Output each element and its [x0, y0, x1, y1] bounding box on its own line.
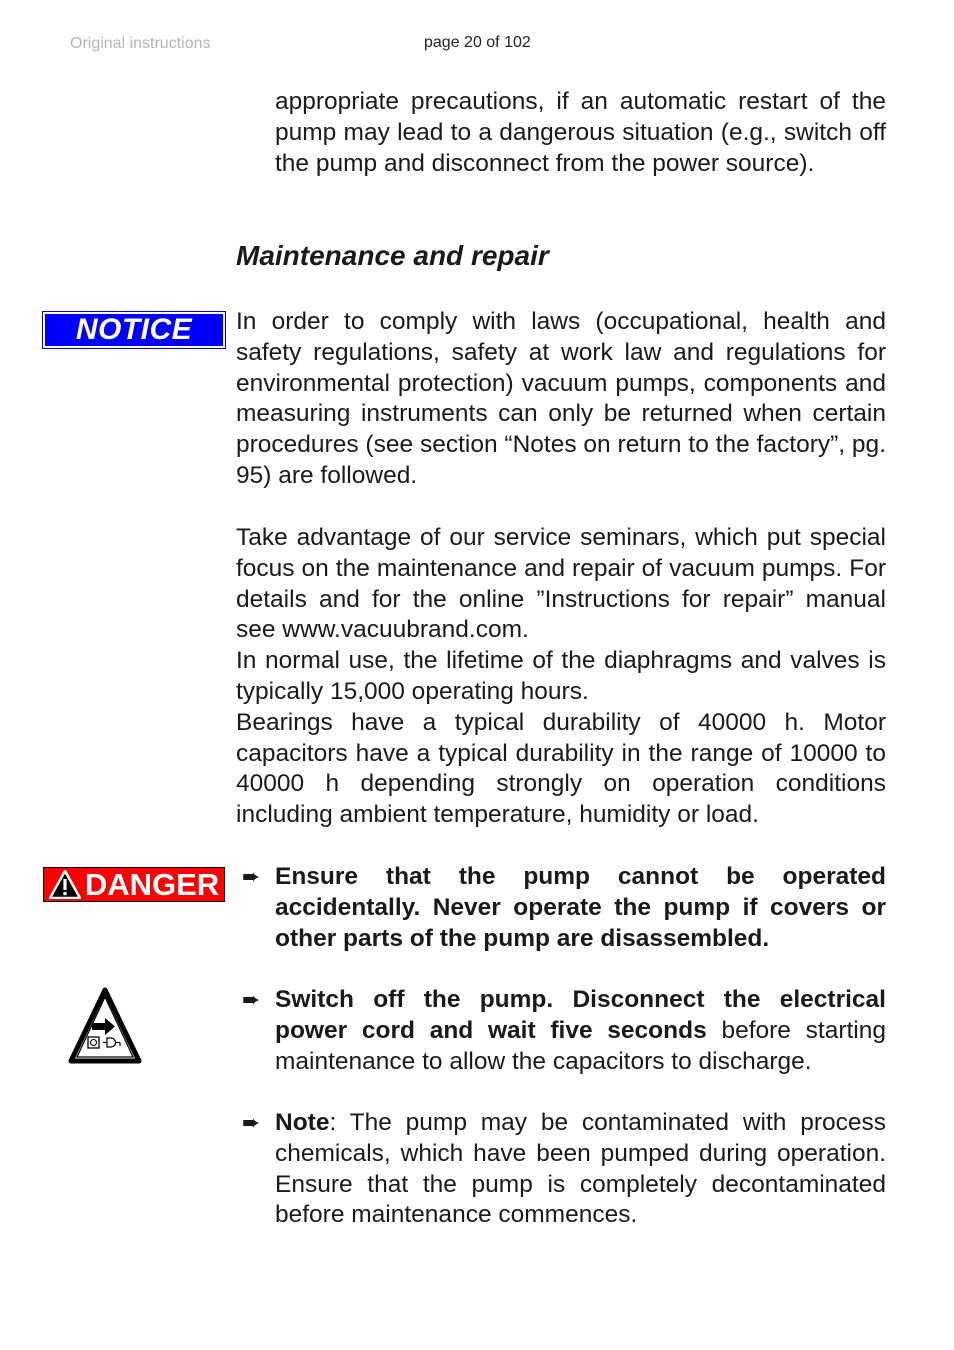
header-document-type: Original instructions [70, 35, 211, 52]
service-text [236, 523, 886, 831]
service-paragraph-lifetime: In normal use, the lifetime of the diaphragms and valves is typically 15,000 operating hours. [236, 647, 886, 705]
notice-badge [43, 312, 225, 348]
danger-label: DANGER [84, 866, 220, 902]
bullet-text [275, 985, 886, 1077]
intro-paragraph: appropriate precautions, if an automatic restart of the pump may lead to a dangerous situation (e.g., switch off the pump and disconnect from the power source). [275, 88, 886, 177]
danger-bullet-contamination [236, 1108, 886, 1231]
right-arrow-icon: ➨ [242, 1110, 261, 1135]
disconnect-power-pictogram [67, 987, 143, 1070]
section-title: Maintenance and repair [236, 240, 549, 271]
bullet-text-bold: Switch off the pump. Disconnect the electrical power cord and wait five seconds [275, 986, 886, 1044]
bullet-text [275, 1108, 886, 1231]
bullet-text-rest: : The pump may be contaminated with process chemicals, which have been pumped during operation. Ensure that the pump is completely decontaminated before maintenance commences. [275, 1109, 886, 1229]
notice-label: NOTICE [75, 313, 193, 346]
page-number: page 20 of 102 [424, 34, 531, 51]
disconnect-power-warning-icon [67, 987, 143, 1065]
right-arrow-icon: ➨ [242, 987, 261, 1012]
danger-bullet-disconnect-power [236, 985, 886, 1077]
danger-bullet-accidental-operation [236, 862, 886, 954]
service-paragraph-durability: Bearings have a typical durability of 40000 h. Motor capacitors have a typical durability in the range of 10000 to 40000 h depending strongly on operation conditions including ambient temperature, humidity or load. [236, 708, 886, 829]
service-paragraph-seminars: Take advantage of our service seminars, which put special focus on the maintenance and repair of vacuum pumps. For details and for the online ”Instructions for repair” manual see www.vacuubrand.com. [236, 524, 886, 644]
right-arrow-icon: ➨ [242, 864, 261, 889]
bullet-text-bold: Ensure that the pump cannot be operated accidentally. Never operate the pump if covers or other parts of the pump are disassembled. [275, 863, 886, 952]
danger-badge [43, 867, 225, 902]
warning-triangle-icon [49, 870, 81, 899]
bullet-text-rest: before starting maintenance to allow the capacitors to discharge. [275, 1016, 886, 1075]
notice-paragraph: In order to comply with laws (occupational, health and safety regulations, safety at work law and regulations for environmental protection) vacuum pumps, components and measuring instruments can only be returned when certain procedures (see section “Notes on return to the factory”, pg. 95) are followed. [236, 308, 886, 489]
bullet-text-bold: Note [275, 1109, 330, 1136]
